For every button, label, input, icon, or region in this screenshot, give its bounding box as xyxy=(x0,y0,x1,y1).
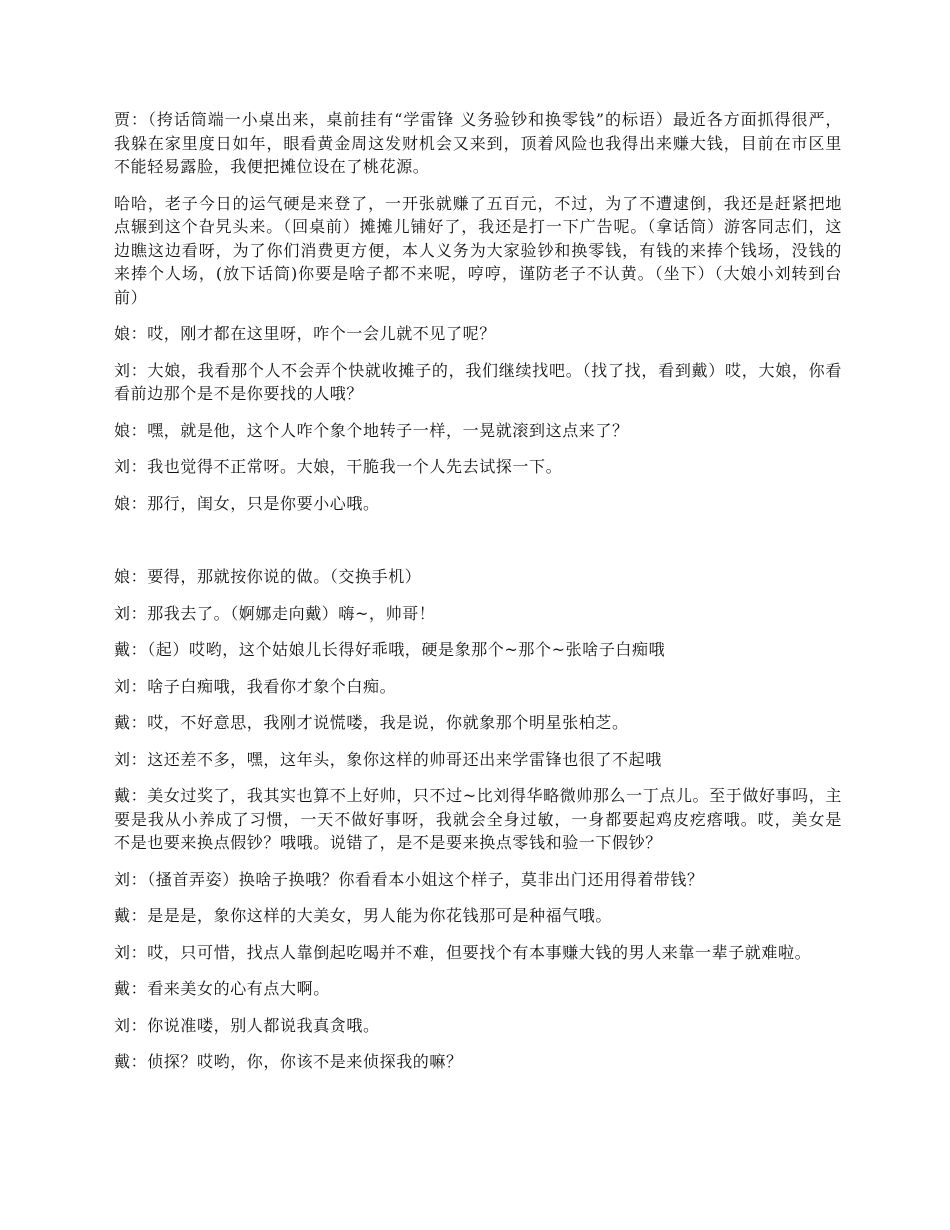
paragraph: 贾：（挎话筒端一小桌出来，桌前挂有“学雷锋 义务验钞和换零钱”的标语）最近各方面抓得很严，我躲在家里度日如年，眼看黄金周这发财机会又来到，顶着风险也我得出来赚大钱，目前在市区里不能轻易露脸，我便把摊位设在了桃花源。 xyxy=(114,110,842,176)
paragraph: 刘：大娘，我看那个人不会弄个快就收摊子的，我们继续找吧。（找了找，看到戴）哎，大娘，你看看前边那个是不是你要找的人哦？ xyxy=(114,360,842,403)
paragraph: 戴：美女过奖了，我其实也算不上好帅，只不过~比刘得华略微帅那么一丁点儿。至于做好事吗，主要是我从小养成了习惯，一天不做好事呀，我就会全身过敏，一身都要起鸡皮疙瘩哦。哎，美女是不是也要来换点假钞？哦哦。说错了，是不是要来换点零钱和验一下假钞？ xyxy=(114,786,842,852)
paragraph: 刘：我也觉得不正常呀。大娘，干脆我一个人先去试探一下。 xyxy=(114,457,563,476)
paragraph: 娘：嘿，就是他，这个人咋个象个地转子一样，一晃就滚到这点来了？ xyxy=(114,420,629,440)
paragraph: 娘：那行，闺女，只是你要小心哦。 xyxy=(114,493,380,513)
paragraph: 刘：（搔首弄姿）换啥子换哦？你看看本小姐这个样子，莫非出门还用得着带钱？ xyxy=(114,869,704,889)
paragraph: 哈哈，老子今日的运气硬是来登了，一开张就赚了五百元，不过，为了不遭逮倒，我还是赶紧把地点辗到这个旮旯头来。（回桌前）摊摊儿铺好了，我还是打一下广告呢。（拿话筒）游客同志们，这边瞧这边看呀，为了你们消费更方便，本人义务为大家验钞和换零钱，有钱的来捧个钱场，没钱的来捧个人场，(放下话筒)你要是啥子都不来呢，哼哼，谨防老子不认黄。（坐下）（大娘小刘转到台前） xyxy=(114,193,842,307)
paragraph: 刘：你说准喽，别人都说我真贪哦。 xyxy=(114,1015,380,1035)
paragraph: 戴：哎，不好意思，我刚才说慌喽，我是说，你就象那个明星张柏芝。 xyxy=(114,713,629,732)
paragraph: 刘：哎，只可惜，找点人靠倒起吃喝并不难，但要找个有本事赚大钱的男人来靠一辈子就难啦。 xyxy=(114,942,812,962)
paragraph: 戴：（起）哎哟，这个姑娘儿长得好乖哦，硬是象那个~那个~张啥子白痴哦 xyxy=(114,640,666,659)
paragraph: 刘：那我去了。（婀娜走向戴）嗨~，帅哥！ xyxy=(114,603,436,623)
paragraph: 戴：是是是，象你这样的大美女，男人能为你花钱那可是种福气哦。 xyxy=(114,906,613,925)
paragraph: 娘：要得，那就按你说的做。（交换手机） xyxy=(114,567,422,586)
document-body xyxy=(114,108,842,1087)
paragraph: 戴：看来美女的心有点大啊。 xyxy=(114,979,330,998)
paragraph: 刘：啥子白痴哦，我看你才象个白痴。 xyxy=(114,676,397,696)
paragraph: 刘：这还差不多，嘿，这年头，象你这样的帅哥还出来学雷锋也很了不起哦 xyxy=(114,749,662,769)
paragraph: 戴：侦探？哎哟，你，你该不是来侦探我的嘛？ xyxy=(114,1052,463,1071)
paragraph: 娘：哎，刚才都在这里呀，咋个一会儿就不见了呢？ xyxy=(114,324,496,343)
section-spacer xyxy=(114,528,842,565)
